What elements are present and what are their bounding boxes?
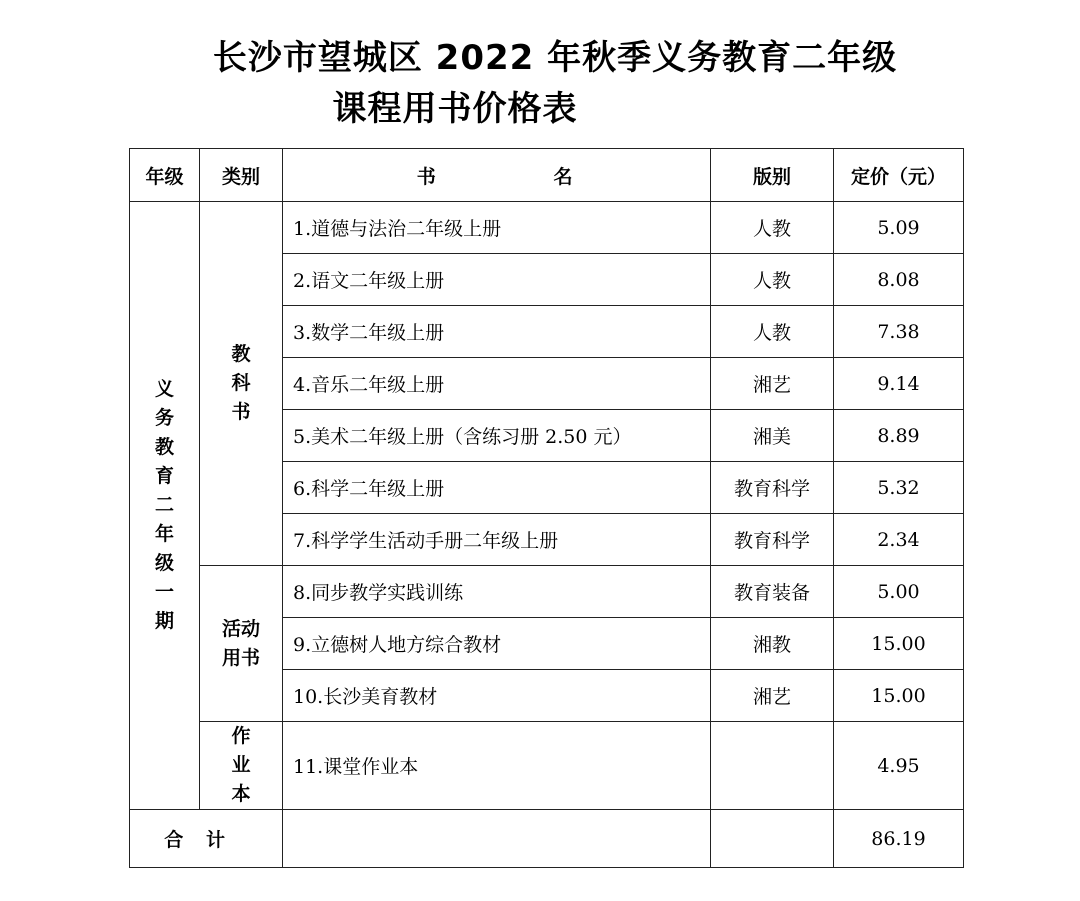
header-book-name: 书名	[283, 149, 711, 202]
book-edition: 湘美	[711, 410, 834, 462]
total-label: 合计	[130, 810, 283, 868]
category-homework: 作业本	[200, 722, 283, 810]
book-price: 5.32	[834, 462, 964, 514]
book-edition: 教育科学	[711, 462, 834, 514]
book-edition: 人教	[711, 306, 834, 358]
total-row	[130, 810, 964, 868]
table-row	[130, 722, 964, 810]
book-price: 8.08	[834, 254, 964, 306]
header-category: 类别	[200, 149, 283, 202]
header-edition: 版别	[711, 149, 834, 202]
book-price: 15.00	[834, 618, 964, 670]
book-edition: 湘艺	[711, 358, 834, 410]
table-row	[130, 202, 964, 254]
book-name: 2.语文二年级上册	[283, 254, 711, 306]
book-edition: 人教	[711, 202, 834, 254]
book-name: 5.美术二年级上册（含练习册 2.50 元）	[283, 410, 711, 462]
header-grade: 年级	[130, 149, 200, 202]
header-row	[130, 149, 964, 202]
book-edition: 湘教	[711, 618, 834, 670]
title-line-2: 课程用书价格表	[332, 89, 578, 129]
book-name: 3.数学二年级上册	[283, 306, 711, 358]
book-price: 5.00	[834, 566, 964, 618]
book-edition: 人教	[711, 254, 834, 306]
book-price: 2.34	[834, 514, 964, 566]
book-name: 8.同步教学实践训练	[283, 566, 711, 618]
book-edition	[711, 722, 834, 810]
total-empty-edition	[711, 810, 834, 868]
total-value: 86.19	[834, 810, 964, 868]
book-price: 9.14	[834, 358, 964, 410]
book-name: 4.音乐二年级上册	[283, 358, 711, 410]
book-name: 10.长沙美育教材	[283, 670, 711, 722]
title-line-1: 长沙市望城区 2022 年秋季义务教育二年级	[212, 38, 898, 78]
book-edition: 教育科学	[711, 514, 834, 566]
category-activity: 活动用书	[200, 566, 283, 722]
book-name: 7.科学学生活动手册二年级上册	[283, 514, 711, 566]
book-price: 4.95	[834, 722, 964, 810]
book-edition: 湘艺	[711, 670, 834, 722]
book-name: 11.课堂作业本	[283, 722, 711, 810]
book-price: 8.89	[834, 410, 964, 462]
table-row	[130, 566, 964, 618]
book-price: 15.00	[834, 670, 964, 722]
grade-cell: 义务教育二年级一期	[130, 202, 200, 810]
price-table	[129, 148, 964, 868]
book-price: 5.09	[834, 202, 964, 254]
book-name: 1.道德与法治二年级上册	[283, 202, 711, 254]
total-empty-name	[283, 810, 711, 868]
book-price: 7.38	[834, 306, 964, 358]
header-price: 定价（元）	[834, 149, 964, 202]
category-textbook: 教科书	[200, 202, 283, 566]
book-name: 9.立德树人地方综合教材	[283, 618, 711, 670]
book-edition: 教育装备	[711, 566, 834, 618]
book-name: 6.科学二年级上册	[283, 462, 711, 514]
